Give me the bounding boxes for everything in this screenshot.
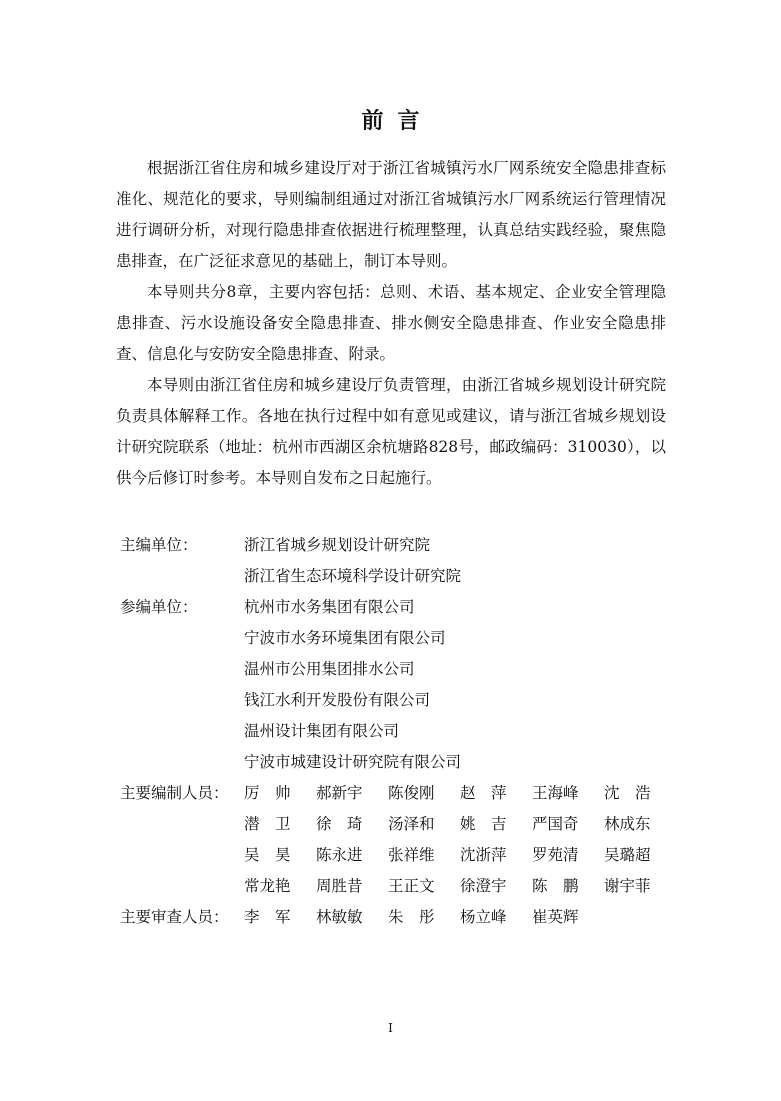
- drafter-name: 徐 琦: [316, 815, 363, 833]
- reviewers-label: 主要审查人员：: [120, 908, 229, 926]
- drafters-grid: [244, 778, 680, 902]
- participant-row: [120, 592, 680, 623]
- drafter-name: 王正文: [388, 877, 435, 895]
- credits-section: [120, 530, 680, 933]
- drafter-name: 汤泽和: [388, 815, 435, 833]
- participant-unit: 温州市公用集团排水公司: [244, 660, 415, 678]
- chief-editor-unit: 浙江省生态环境科学设计研究院: [244, 567, 462, 585]
- drafter-name: 周胜昔: [316, 877, 363, 895]
- drafter-name: 陈俊刚: [388, 784, 435, 802]
- drafter-name: 常龙艳: [244, 877, 291, 895]
- page-number: I: [388, 1021, 393, 1035]
- drafter-name: 谢宇菲: [604, 877, 651, 895]
- drafter-name: 徐澄宇: [460, 877, 507, 895]
- drafter-name: 罗苑清: [532, 846, 579, 864]
- reviewer-name: 杨立峰: [460, 908, 507, 926]
- paragraph-1: 根据浙江省住房和城乡建设厅对于浙江省城镇污水厂网系统安全隐患排查标准化、规范化的要求，导则编制组通过对浙江省城镇污水厂网系统运行管理情况进行调研分析，对现行隐患排查依据进行梳理整理，认真总结实践经验，聚焦隐患排查，在广泛征求意见的基础上，制订本导则。: [116, 159, 666, 270]
- drafter-name: 严国奇: [532, 815, 579, 833]
- paragraph-3: 本导则由浙江省住房和城乡建设厅负责管理，由浙江省城乡规划设计研究院负责具体解释工作。各地在执行过程中如有意见或建议，请与浙江省城乡规划设计研究院联系（地址：杭州市西湖区余杭塘路828号，邮政编码：310030），以供今后修订时参考。本导则自发布之日起施行。: [116, 376, 666, 487]
- reviewer-name: 李 军: [244, 908, 291, 926]
- reviewer-name: 朱 彤: [388, 908, 435, 926]
- drafter-name: 厉 帅: [244, 784, 291, 802]
- reviewers-grid: [244, 902, 680, 933]
- participant-unit: 杭州市水务集团有限公司: [244, 598, 415, 616]
- drafter-name: 吴 昊: [244, 846, 291, 864]
- participant-row: [120, 716, 680, 747]
- participant-unit: 宁波市水务环境集团有限公司: [244, 629, 446, 647]
- chief-editor-label: 主编单位：: [120, 536, 198, 554]
- paragraph-2: 本导则共分8章，主要内容包括：总则、术语、基本规定、企业安全管理隐患排查、污水设施设备安全隐患排查、排水侧安全隐患排查、作业安全隐患排查、信息化与安防安全隐患排查、附录。: [116, 283, 666, 363]
- participant-unit: 宁波市城建设计研究院有限公司: [244, 753, 462, 771]
- participant-unit: 钱江水利开发股份有限公司: [244, 691, 431, 709]
- drafter-name: 沈 浩: [604, 784, 651, 802]
- preface-body: [116, 153, 666, 494]
- participant-row: [120, 747, 680, 778]
- chief-editor-row: [120, 530, 680, 561]
- drafters-row: [120, 778, 680, 902]
- drafter-name: 陈永进: [316, 846, 363, 864]
- drafter-name: 林成东: [604, 815, 651, 833]
- page-title: 前言: [361, 108, 434, 134]
- participant-unit: 温州设计集团有限公司: [244, 722, 400, 740]
- drafter-name: 吴璐超: [604, 846, 651, 864]
- drafter-name: 王海峰: [532, 784, 579, 802]
- reviewers-row: [120, 902, 680, 933]
- drafter-name: 潜 卫: [244, 815, 291, 833]
- drafter-name: 沈浙萍: [460, 846, 507, 864]
- drafter-name: 张祥维: [388, 846, 435, 864]
- reviewer-name: 崔英辉: [532, 908, 579, 926]
- chief-editor-row: [120, 561, 680, 592]
- drafter-name: 郝新宇: [316, 784, 363, 802]
- reviewer-name: 林敏敏: [316, 908, 363, 926]
- participant-row: [120, 654, 680, 685]
- participant-label: 参编单位：: [120, 598, 198, 616]
- drafter-name: 陈 鹏: [532, 877, 579, 895]
- participant-row: [120, 623, 680, 654]
- drafter-name: 赵 萍: [460, 784, 507, 802]
- drafters-label: 主要编制人员：: [120, 784, 229, 802]
- drafter-name: 姚 吉: [460, 815, 507, 833]
- chief-editor-unit: 浙江省城乡规划设计研究院: [244, 536, 431, 554]
- participant-row: [120, 685, 680, 716]
